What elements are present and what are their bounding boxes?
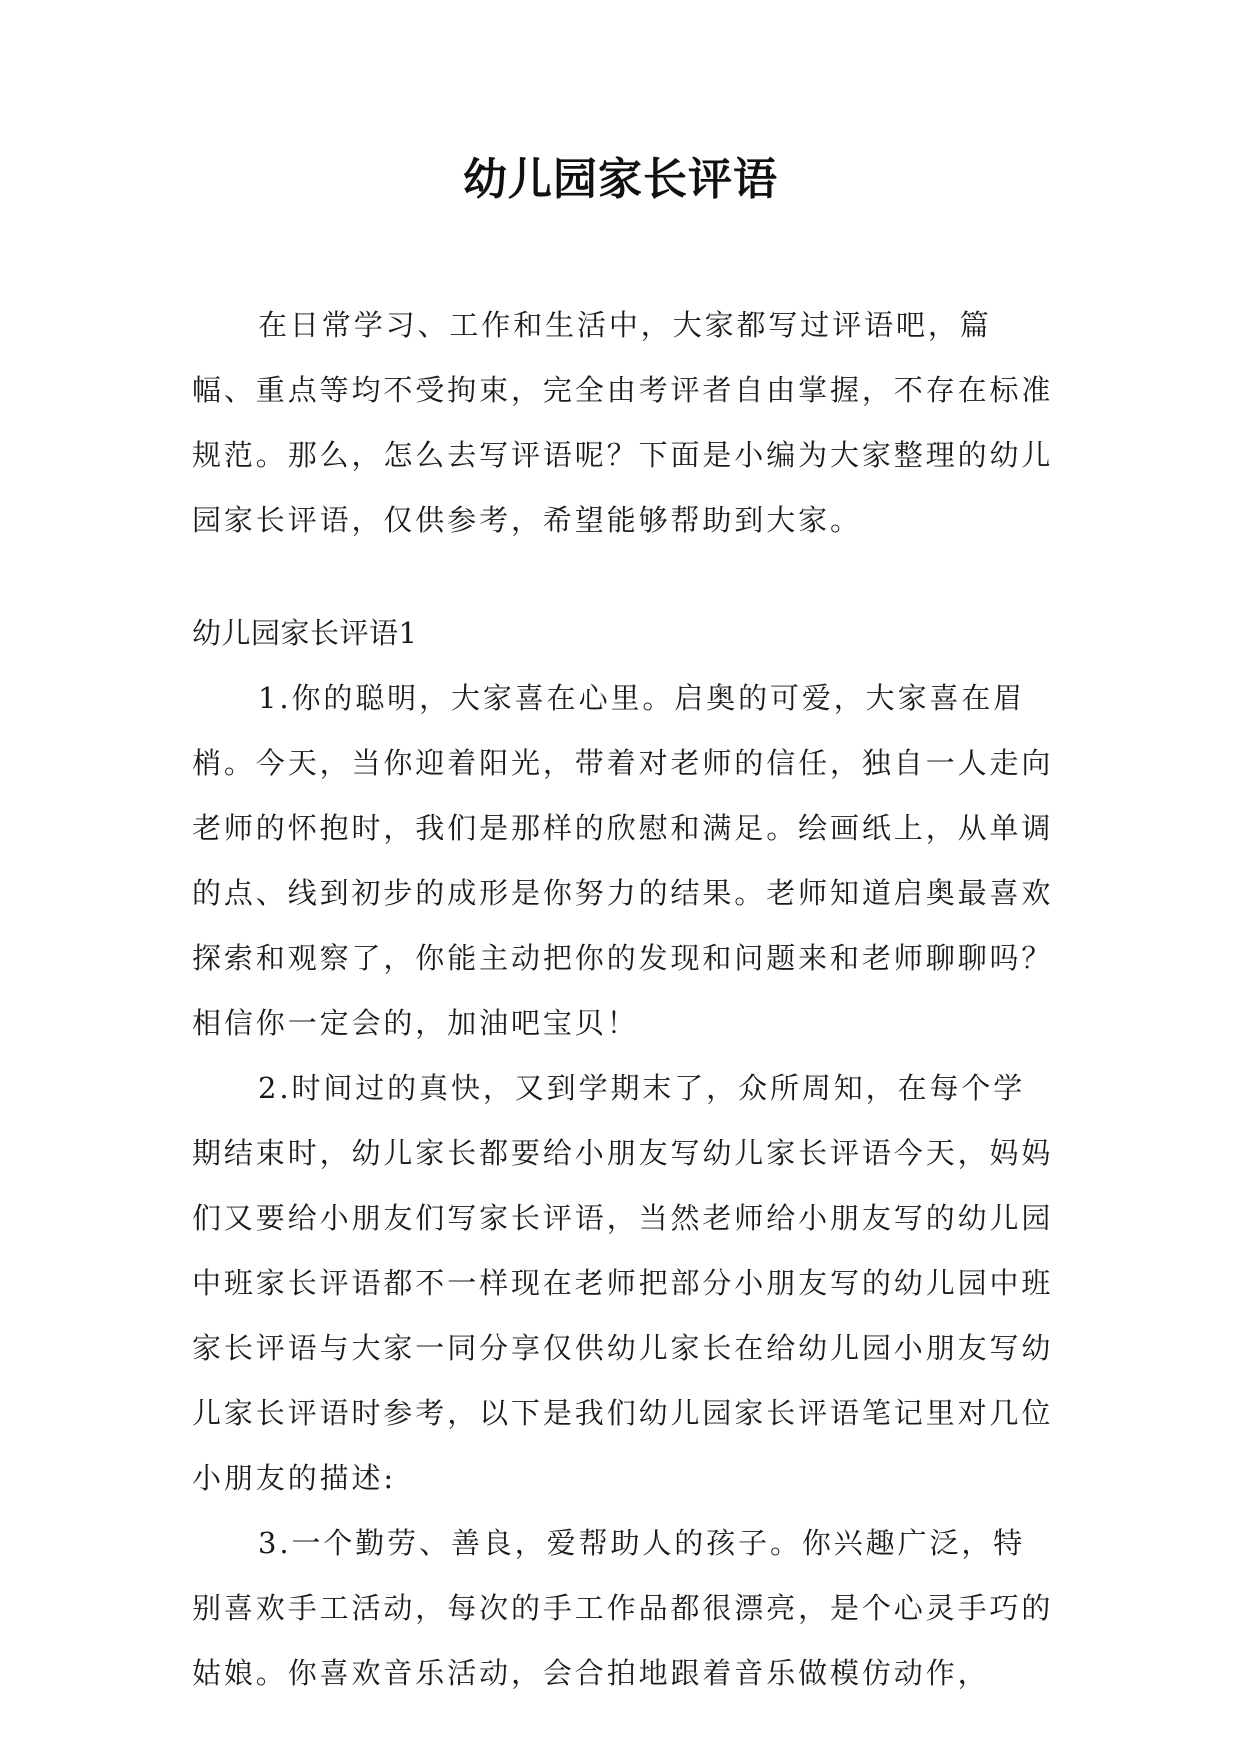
section-heading: 幼儿园家长评语1 bbox=[192, 616, 418, 650]
comment-paragraph-1: 1.你的聪明，大家喜在心里。启奥的可爱，大家喜在眉梢。今天，当你迎着阳光，带着对老师的信任，独自一人走向老师的怀抱时，我们是那样的欣慰和满足。绘画纸上，从单调的点、线到初步的成形是你努力的结果。老师知道启奥最喜欢探索和观察了，你能主动把你的发现和问题来和老师聊聊吗？相信你一定会的，加油吧宝贝！ bbox=[192, 681, 1054, 1040]
comment-paragraph-2: 2.时间过的真快，又到学期末了，众所周知，在每个学期结束时，幼儿家长都要给小朋友写幼儿家长评语今天，妈妈们又要给小朋友们写家长评语，当然老师给小朋友写的幼儿园中班家长评语都不一样现在老师把部分小朋友写的幼儿园中班家长评语与大家一同分享仅供幼儿家长在给幼儿园小朋友写幼儿家长评语时参考，以下是我们幼儿园家长评语笔记里对几位小朋友的描述: bbox=[192, 1071, 1054, 1495]
intro-paragraph: 在日常学习、工作和生活中，大家都写过评语吧，篇幅、重点等均不受拘束，完全由考评者自由掌握，不存在标准规范。那么，怎么去写评语呢？下面是小编为大家整理的幼儿园家长评语，仅供参考，希望能够帮助到大家。 bbox=[192, 308, 1054, 537]
document-title: 幼儿园家长评语 bbox=[463, 154, 778, 205]
document-body bbox=[192, 293, 1054, 1706]
comment-paragraph-3: 3.一个勤劳、善良，爱帮助人的孩子。你兴趣广泛，特别喜欢手工活动，每次的手工作品都很漂亮，是个心灵手巧的姑娘。你喜欢音乐活动，会合拍地跟着音乐做模仿动作， bbox=[192, 1526, 1054, 1690]
